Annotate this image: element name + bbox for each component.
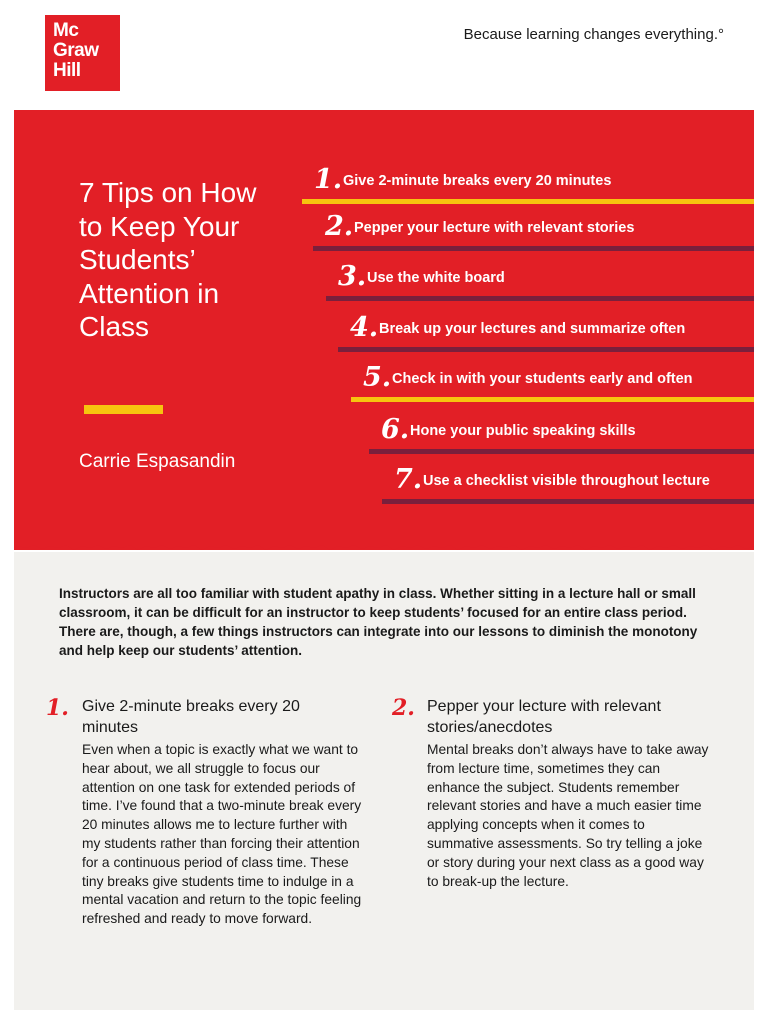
tip-number: 5.	[363, 362, 392, 393]
tip-item-4	[338, 312, 754, 352]
section-1-body: Even when a topic is exactly what we want to hear about, we all struggle to focus our attention on one task for extended periods of time. I’ve found that a two-minute break every 20 minutes allows me to lecture further with my students rather than forcing their attention for a continuous period of class time. These tiny breaks give students time to indulge in a mental vacation and return to the topic feeling refreshed and ready to move forward.	[82, 742, 362, 927]
tip-item-6	[369, 414, 754, 454]
tip-text: Check in with your students early and often	[392, 371, 693, 387]
tip-underline	[369, 449, 754, 454]
logo-line-3: Hill	[53, 60, 81, 81]
tip-item-2	[313, 211, 754, 251]
tip-number: 3.	[338, 261, 367, 292]
section-1-heading: Give 2-minute breaks every 20 minutes	[82, 698, 300, 736]
tip-number: 4.	[350, 312, 379, 343]
tip-number: 2.	[325, 211, 354, 242]
tip-underline	[338, 347, 754, 352]
tip-number: 6.	[381, 414, 410, 445]
logo-line-1: Mc	[53, 20, 79, 41]
tip-item-3	[326, 261, 754, 301]
tip-underline	[382, 499, 754, 504]
author-name: Carrie Espasandin	[79, 451, 236, 472]
logo-line-2: Graw	[53, 40, 99, 61]
tip-number: 7.	[394, 464, 423, 495]
page-title: 7 Tips on How to Keep Your Students’ Attention in Class	[79, 177, 257, 342]
tip-underline	[302, 199, 754, 204]
intro-paragraph: Instructors are all too familiar with student apathy in class. Whether sitting in a lecture hall or small classroom, it can be difficult for an instructor to keep students’ focused for an entire class period. There are, though, a few things instructors can integrate into our lessons to diminish the monotony and help keep our students’ attention.	[59, 586, 698, 658]
tip-item-1	[302, 164, 754, 204]
tip-item-5	[351, 362, 754, 402]
tip-text: Break up your lectures and summarize often	[379, 321, 686, 337]
tip-text: Pepper your lecture with relevant stories	[354, 220, 635, 236]
tip-underline	[351, 397, 754, 402]
mcgraw-hill-logo[interactable]	[45, 15, 120, 91]
section-2-body: Mental breaks don’t always have to take away from lecture time, sometimes they can enhance the subject. Students remember relevant stories and have a much easier time applying concepts when it comes to summative assessments. So try telling a joke or story during your next class as a good way to break-up the lecture.	[427, 742, 709, 889]
tip-text: Use the white board	[367, 270, 505, 286]
section-2-heading: Pepper your lecture with relevant stories/anecdotes	[427, 698, 661, 736]
tip-underline	[313, 246, 754, 251]
section-2-number: 2.	[392, 695, 415, 721]
tip-number: 1.	[314, 164, 343, 195]
section-1-number: 1.	[46, 695, 69, 721]
tip-text: Hone your public speaking skills	[410, 423, 636, 439]
tip-text: Use a checklist visible throughout lecture	[423, 473, 710, 489]
tip-underline	[326, 296, 754, 301]
tip-item-7	[382, 464, 754, 504]
tip-text: Give 2-minute breaks every 20 minutes	[343, 173, 612, 189]
tagline: Because learning changes everything.°	[463, 26, 724, 43]
title-accent-bar	[84, 405, 163, 414]
